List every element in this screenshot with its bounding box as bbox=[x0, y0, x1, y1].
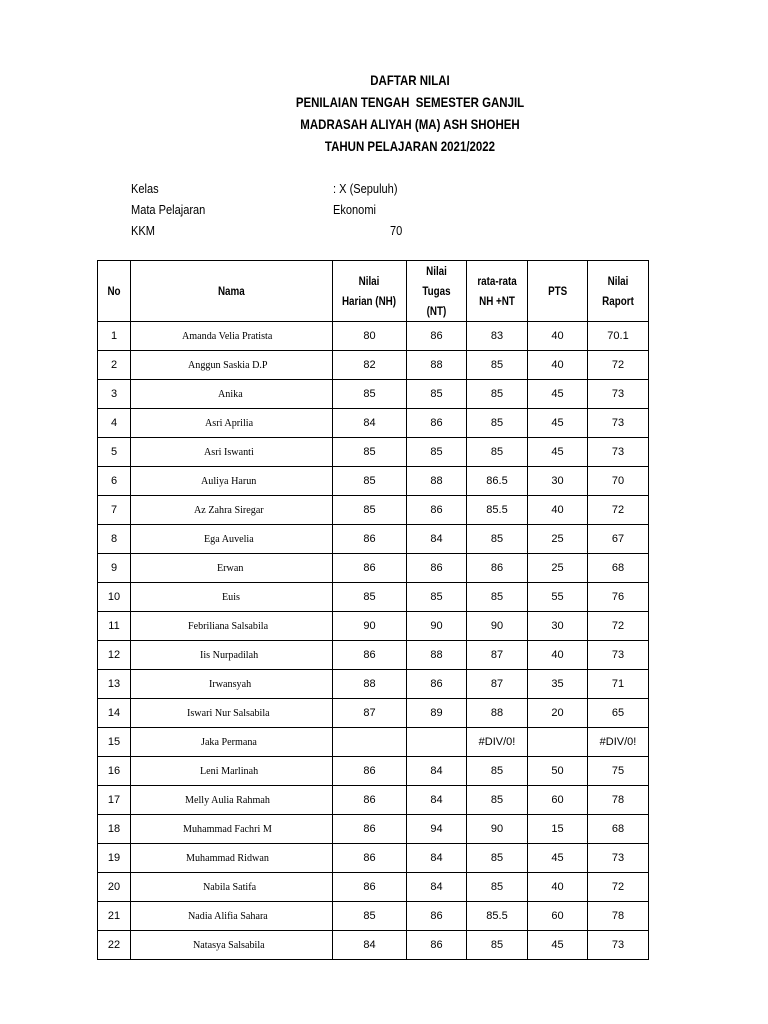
nilai-raport-cell: 73 bbox=[588, 844, 649, 873]
nilai-harian-cell: 86 bbox=[333, 844, 407, 873]
table-row bbox=[98, 670, 649, 699]
name-cell: Jaka Permana bbox=[131, 728, 333, 757]
rata-rata-cell: 86 bbox=[467, 554, 528, 583]
nilai-harian-cell: 87 bbox=[333, 699, 407, 728]
title-line: MADRASAH ALIYAH (MA) ASH SHOHEH bbox=[300, 116, 520, 132]
table-row bbox=[98, 873, 649, 902]
rata-rata-cell: 85 bbox=[467, 380, 528, 409]
rata-rata-cell: 85 bbox=[467, 873, 528, 902]
no-cell: 13 bbox=[98, 670, 131, 699]
nilai-harian-cell: 86 bbox=[333, 525, 407, 554]
nilai-raport-cell: 73 bbox=[588, 380, 649, 409]
title-line: DAFTAR NILAI bbox=[370, 72, 450, 88]
rata-rata-cell: 87 bbox=[467, 670, 528, 699]
no-cell: 8 bbox=[98, 525, 131, 554]
no-cell: 20 bbox=[98, 873, 131, 902]
pts-cell: 30 bbox=[528, 467, 588, 496]
name-cell: Asri Aprilia bbox=[131, 409, 333, 438]
no-cell: 15 bbox=[98, 728, 131, 757]
nilai-raport-cell: 76 bbox=[588, 583, 649, 612]
name-cell: Asri Iswanti bbox=[131, 438, 333, 467]
name-cell: Nadia Alifia Sahara bbox=[131, 902, 333, 931]
no-cell: 21 bbox=[98, 902, 131, 931]
rata-rata-cell: 85 bbox=[467, 786, 528, 815]
pts-cell: 40 bbox=[528, 873, 588, 902]
kelas-label: Kelas bbox=[131, 181, 159, 196]
nilai-raport-cell: 70 bbox=[588, 467, 649, 496]
name-cell: Ega Auvelia bbox=[131, 525, 333, 554]
table-row bbox=[98, 438, 649, 467]
no-cell: 17 bbox=[98, 786, 131, 815]
no-cell: 3 bbox=[98, 380, 131, 409]
table-header-row bbox=[98, 261, 649, 322]
header-pts: PTS bbox=[528, 261, 588, 322]
header-nilai-raport: Nilai Raport bbox=[588, 261, 649, 322]
pts-cell: 45 bbox=[528, 380, 588, 409]
nilai-harian-cell: 85 bbox=[333, 438, 407, 467]
table-row bbox=[98, 757, 649, 786]
pts-cell: 40 bbox=[528, 641, 588, 670]
nilai-harian-cell: 90 bbox=[333, 612, 407, 641]
pts-cell: 35 bbox=[528, 670, 588, 699]
table-row bbox=[98, 525, 649, 554]
no-cell: 18 bbox=[98, 815, 131, 844]
pts-cell: 40 bbox=[528, 496, 588, 525]
nilai-harian-cell: 86 bbox=[333, 757, 407, 786]
name-cell: Natasya Salsabila bbox=[131, 931, 333, 960]
table-row bbox=[98, 380, 649, 409]
pts-cell: 15 bbox=[528, 815, 588, 844]
no-cell: 16 bbox=[98, 757, 131, 786]
rata-rata-cell: 85 bbox=[467, 844, 528, 873]
name-cell: Anggun Saskia D.P bbox=[131, 351, 333, 380]
rata-rata-cell: 90 bbox=[467, 815, 528, 844]
table-row bbox=[98, 815, 649, 844]
name-cell: Febriliana Salsabila bbox=[131, 612, 333, 641]
nilai-raport-cell: 75 bbox=[588, 757, 649, 786]
nilai-raport-cell: #DIV/0! bbox=[588, 728, 649, 757]
nilai-raport-cell: 72 bbox=[588, 351, 649, 380]
nilai-raport-cell: 71 bbox=[588, 670, 649, 699]
rata-rata-cell: 87 bbox=[467, 641, 528, 670]
pts-cell: 60 bbox=[528, 902, 588, 931]
nilai-tugas-cell: 84 bbox=[407, 844, 467, 873]
nilai-raport-cell: 72 bbox=[588, 612, 649, 641]
nilai-harian-cell: 86 bbox=[333, 786, 407, 815]
pts-cell: 40 bbox=[528, 322, 588, 351]
rata-rata-cell: 90 bbox=[467, 612, 528, 641]
rata-rata-cell: 85.5 bbox=[467, 902, 528, 931]
table-row bbox=[98, 583, 649, 612]
no-cell: 14 bbox=[98, 699, 131, 728]
mapel-label: Mata Pelajaran bbox=[131, 202, 206, 217]
nilai-tugas-cell: 85 bbox=[407, 583, 467, 612]
table-row bbox=[98, 641, 649, 670]
table-row bbox=[98, 844, 649, 873]
nilai-harian-cell: 84 bbox=[333, 931, 407, 960]
rata-rata-cell: 85 bbox=[467, 583, 528, 612]
pts-cell: 40 bbox=[528, 351, 588, 380]
nilai-tugas-cell bbox=[407, 728, 467, 757]
no-cell: 10 bbox=[98, 583, 131, 612]
nilai-tugas-cell: 86 bbox=[407, 554, 467, 583]
nilai-raport-cell: 78 bbox=[588, 786, 649, 815]
nilai-harian-cell: 85 bbox=[333, 467, 407, 496]
no-cell: 9 bbox=[98, 554, 131, 583]
no-cell: 19 bbox=[98, 844, 131, 873]
header-nama: Nama bbox=[131, 261, 333, 322]
kkm-value: 70 bbox=[390, 223, 403, 238]
nilai-raport-cell: 73 bbox=[588, 409, 649, 438]
name-cell: Irwansyah bbox=[131, 670, 333, 699]
name-cell: Nabila Satifa bbox=[131, 873, 333, 902]
no-cell: 12 bbox=[98, 641, 131, 670]
table-row bbox=[98, 554, 649, 583]
rata-rata-cell: 85 bbox=[467, 438, 528, 467]
table-row bbox=[98, 612, 649, 641]
table-row bbox=[98, 902, 649, 931]
nilai-raport-cell: 68 bbox=[588, 815, 649, 844]
nilai-harian-cell: 86 bbox=[333, 815, 407, 844]
table-row bbox=[98, 322, 649, 351]
header-nilai-tugas: Nilai Tugas (NT) bbox=[407, 261, 467, 322]
name-cell: Anika bbox=[131, 380, 333, 409]
pts-cell: 45 bbox=[528, 844, 588, 873]
nilai-tugas-cell: 90 bbox=[407, 612, 467, 641]
nilai-tugas-cell: 85 bbox=[407, 380, 467, 409]
nilai-raport-cell: 73 bbox=[588, 438, 649, 467]
nilai-harian-cell: 85 bbox=[333, 583, 407, 612]
table-row bbox=[98, 728, 649, 757]
table-row bbox=[98, 351, 649, 380]
nilai-tugas-cell: 86 bbox=[407, 931, 467, 960]
name-cell: Amanda Velia Pratista bbox=[131, 322, 333, 351]
table-row bbox=[98, 699, 649, 728]
table-row bbox=[98, 496, 649, 525]
kelas-value: : X (Sepuluh) bbox=[333, 181, 398, 196]
pts-cell: 25 bbox=[528, 525, 588, 554]
rata-rata-cell: 83 bbox=[467, 322, 528, 351]
rata-rata-cell: #DIV/0! bbox=[467, 728, 528, 757]
pts-cell: 30 bbox=[528, 612, 588, 641]
nilai-tugas-cell: 84 bbox=[407, 786, 467, 815]
nilai-raport-cell: 78 bbox=[588, 902, 649, 931]
nilai-tugas-cell: 94 bbox=[407, 815, 467, 844]
nilai-tugas-cell: 84 bbox=[407, 757, 467, 786]
nilai-tugas-cell: 88 bbox=[407, 641, 467, 670]
pts-cell: 45 bbox=[528, 931, 588, 960]
nilai-tugas-cell: 85 bbox=[407, 438, 467, 467]
rata-rata-cell: 85.5 bbox=[467, 496, 528, 525]
no-cell: 4 bbox=[98, 409, 131, 438]
nilai-tugas-cell: 86 bbox=[407, 409, 467, 438]
no-cell: 5 bbox=[98, 438, 131, 467]
rata-rata-cell: 86.5 bbox=[467, 467, 528, 496]
rata-rata-cell: 85 bbox=[467, 409, 528, 438]
no-cell: 2 bbox=[98, 351, 131, 380]
no-cell: 6 bbox=[98, 467, 131, 496]
nilai-tugas-cell: 86 bbox=[407, 902, 467, 931]
rata-rata-cell: 85 bbox=[467, 525, 528, 554]
nilai-tugas-cell: 88 bbox=[407, 467, 467, 496]
name-cell: Muhammad Fachri M bbox=[131, 815, 333, 844]
nilai-harian-cell: 85 bbox=[333, 380, 407, 409]
pts-cell: 60 bbox=[528, 786, 588, 815]
grades-table bbox=[97, 260, 649, 960]
header-no: No bbox=[98, 261, 131, 322]
nilai-raport-cell: 65 bbox=[588, 699, 649, 728]
nilai-harian-cell: 85 bbox=[333, 496, 407, 525]
nilai-harian-cell: 82 bbox=[333, 351, 407, 380]
nilai-tugas-cell: 89 bbox=[407, 699, 467, 728]
table-row bbox=[98, 409, 649, 438]
pts-cell: 45 bbox=[528, 409, 588, 438]
pts-cell: 50 bbox=[528, 757, 588, 786]
pts-cell: 45 bbox=[528, 438, 588, 467]
header-nilai-harian: Nilai Harian (NH) bbox=[333, 261, 407, 322]
nilai-raport-cell: 73 bbox=[588, 931, 649, 960]
nilai-harian-cell: 86 bbox=[333, 554, 407, 583]
name-cell: Auliya Harun bbox=[131, 467, 333, 496]
nilai-harian-cell: 80 bbox=[333, 322, 407, 351]
nilai-raport-cell: 70.1 bbox=[588, 322, 649, 351]
nilai-harian-cell bbox=[333, 728, 407, 757]
mapel-value: Ekonomi bbox=[333, 202, 376, 217]
name-cell: Euis bbox=[131, 583, 333, 612]
nilai-raport-cell: 72 bbox=[588, 496, 649, 525]
nilai-harian-cell: 86 bbox=[333, 873, 407, 902]
kkm-label: KKM bbox=[131, 223, 155, 238]
no-cell: 1 bbox=[98, 322, 131, 351]
nilai-tugas-cell: 86 bbox=[407, 496, 467, 525]
table-row bbox=[98, 786, 649, 815]
nilai-raport-cell: 73 bbox=[588, 641, 649, 670]
nilai-raport-cell: 67 bbox=[588, 525, 649, 554]
name-cell: Melly Aulia Rahmah bbox=[131, 786, 333, 815]
header-rata-rata: rata-rata NH +NT bbox=[467, 261, 528, 322]
name-cell: Iswari Nur Salsabila bbox=[131, 699, 333, 728]
pts-cell bbox=[528, 728, 588, 757]
title-line: PENILAIAN TENGAH SEMESTER GANJIL bbox=[295, 94, 525, 110]
no-cell: 11 bbox=[98, 612, 131, 641]
nilai-tugas-cell: 86 bbox=[407, 322, 467, 351]
rata-rata-cell: 85 bbox=[467, 351, 528, 380]
name-cell: Muhammad Ridwan bbox=[131, 844, 333, 873]
nilai-tugas-cell: 86 bbox=[407, 670, 467, 699]
nilai-harian-cell: 84 bbox=[333, 409, 407, 438]
pts-cell: 25 bbox=[528, 554, 588, 583]
rata-rata-cell: 85 bbox=[467, 757, 528, 786]
name-cell: Iis Nurpadilah bbox=[131, 641, 333, 670]
rata-rata-cell: 88 bbox=[467, 699, 528, 728]
name-cell: Leni Marlinah bbox=[131, 757, 333, 786]
name-cell: Az Zahra Siregar bbox=[131, 496, 333, 525]
table-row bbox=[98, 931, 649, 960]
no-cell: 22 bbox=[98, 931, 131, 960]
nilai-tugas-cell: 84 bbox=[407, 525, 467, 554]
name-cell: Erwan bbox=[131, 554, 333, 583]
nilai-tugas-cell: 88 bbox=[407, 351, 467, 380]
nilai-harian-cell: 85 bbox=[333, 902, 407, 931]
document-title bbox=[0, 69, 768, 157]
no-cell: 7 bbox=[98, 496, 131, 525]
rata-rata-cell: 85 bbox=[467, 931, 528, 960]
nilai-tugas-cell: 84 bbox=[407, 873, 467, 902]
nilai-raport-cell: 72 bbox=[588, 873, 649, 902]
table-row bbox=[98, 467, 649, 496]
nilai-harian-cell: 88 bbox=[333, 670, 407, 699]
nilai-harian-cell: 86 bbox=[333, 641, 407, 670]
title-line: TAHUN PELAJARAN 2021/2022 bbox=[324, 138, 496, 154]
nilai-raport-cell: 68 bbox=[588, 554, 649, 583]
pts-cell: 55 bbox=[528, 583, 588, 612]
pts-cell: 20 bbox=[528, 699, 588, 728]
